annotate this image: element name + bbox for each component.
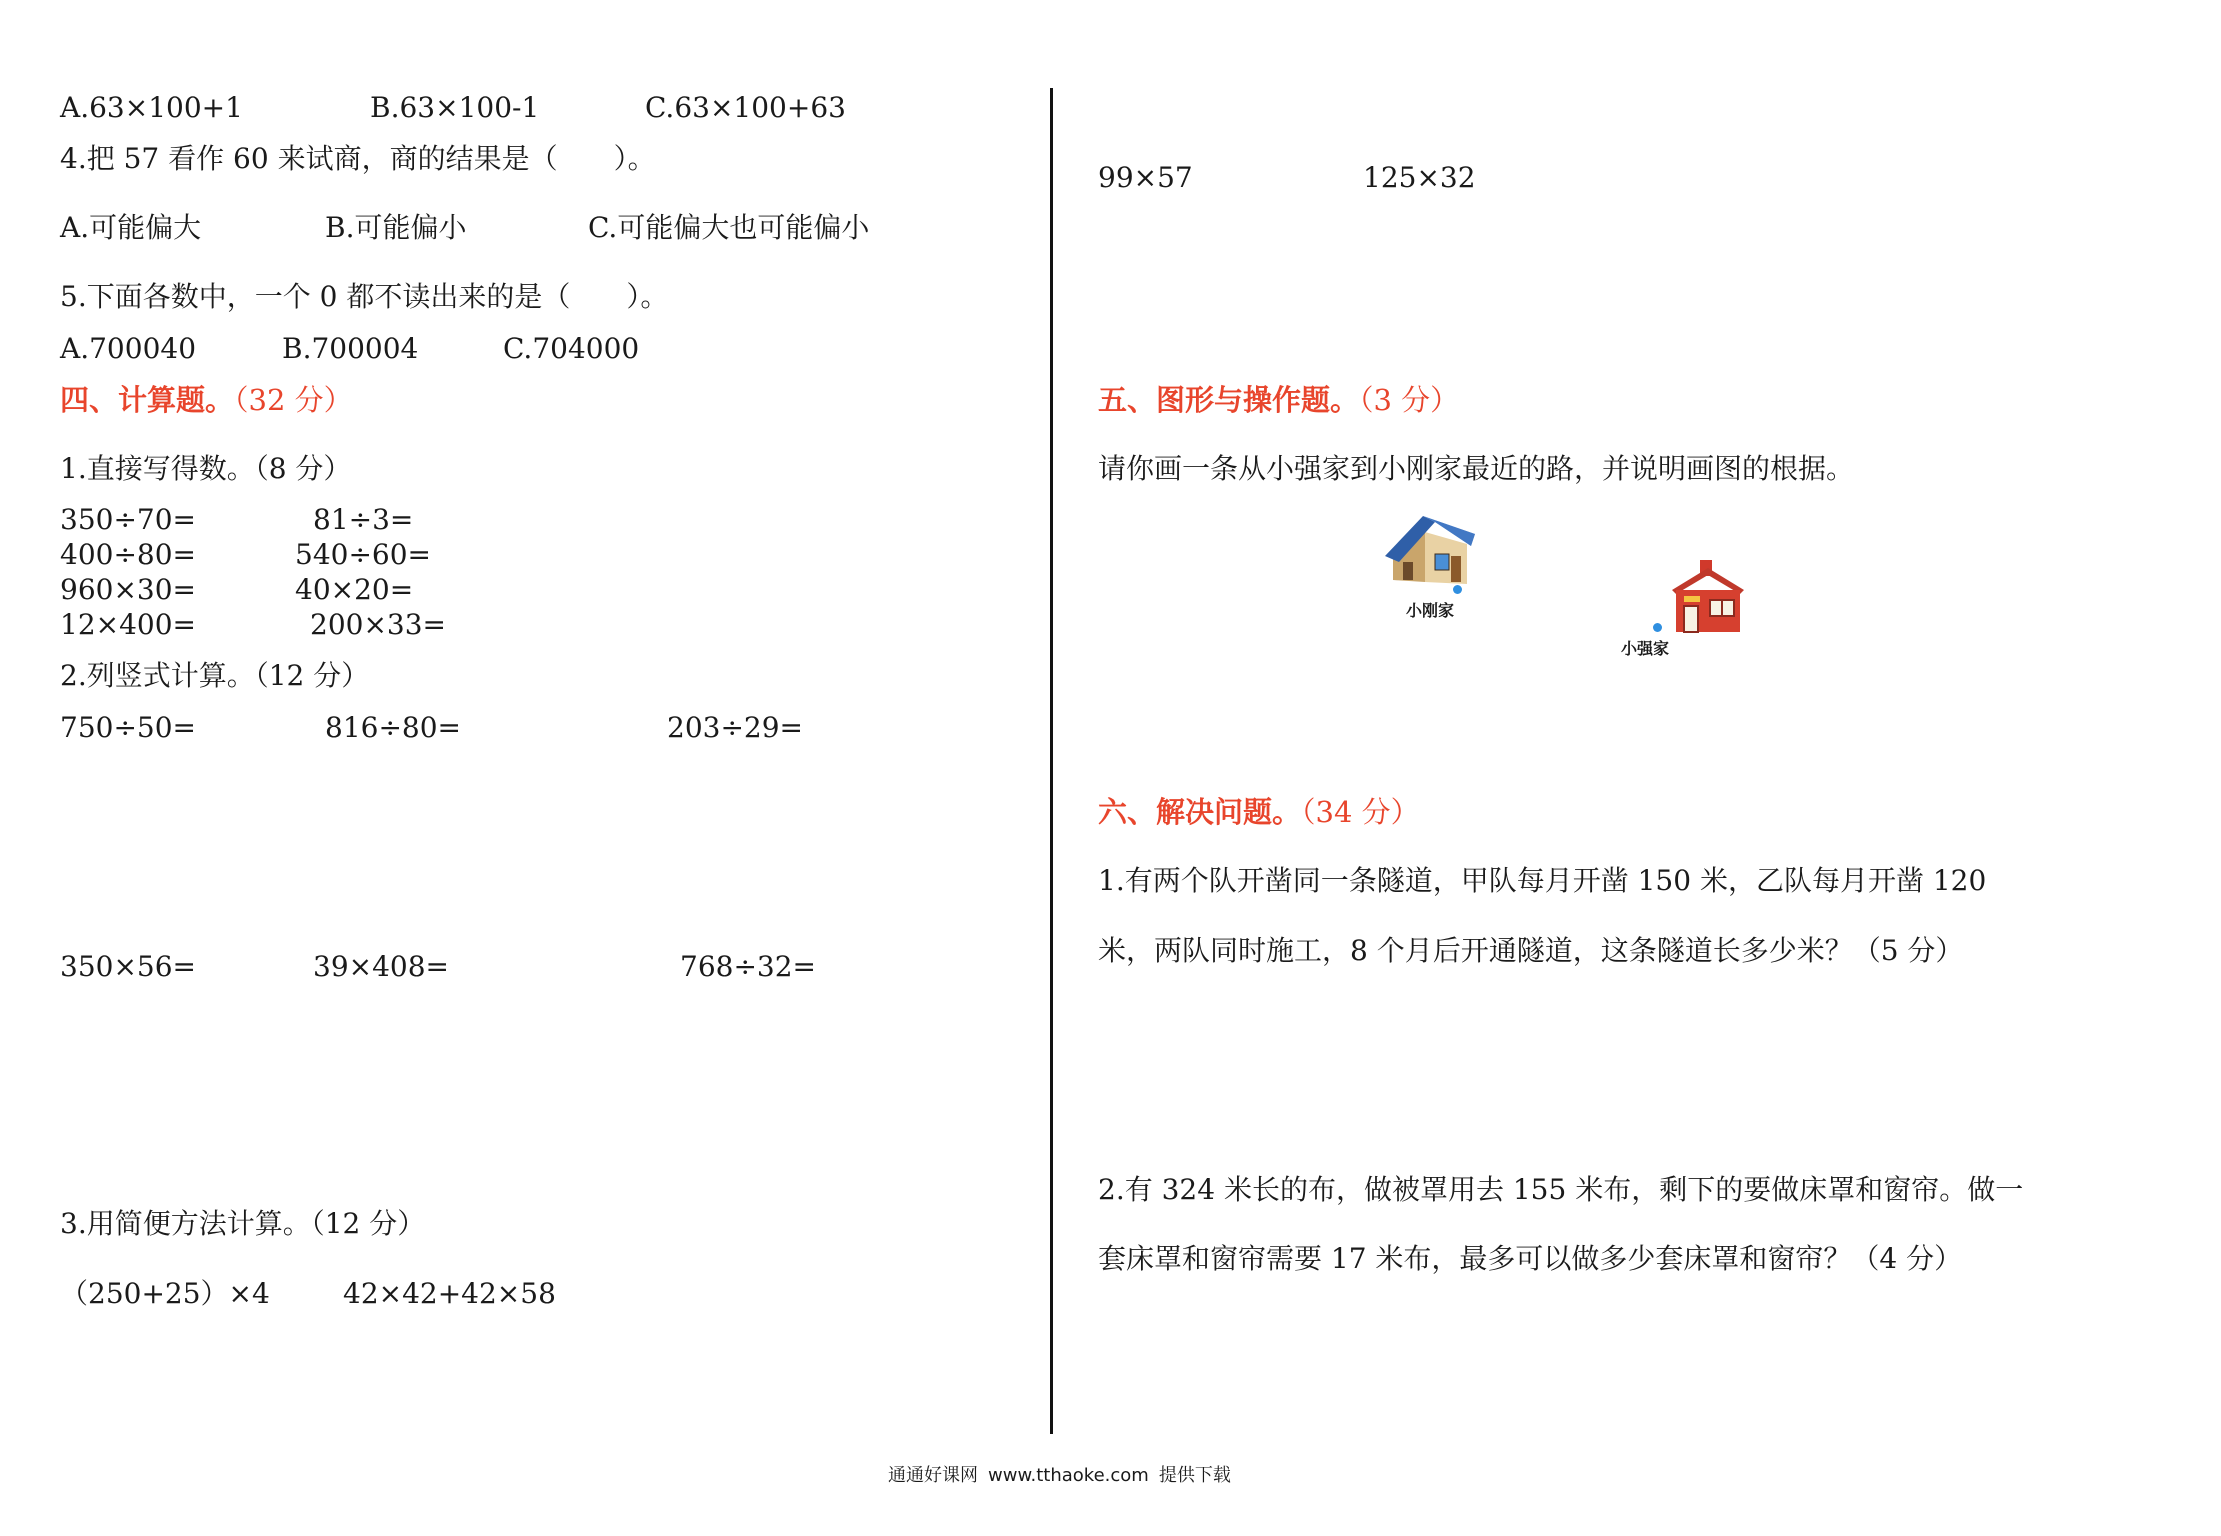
xiaogang-home-dot: [1453, 585, 1462, 594]
section4-heading: [60, 383, 353, 417]
problem1-line1: 1.有两个队开凿同一条隧道，甲队每月开凿 150 米，乙队每月开凿 120: [1098, 864, 1987, 897]
simplify-calc-item: （250+25）×4: [60, 1277, 270, 1310]
vertical-calc-item: 350×56=: [60, 950, 196, 983]
section4-title: 四、计算题。: [60, 383, 235, 417]
problem1-line2: 米，两队同时施工，8 个月后开通隧道，这条隧道长多少米？（5 分）: [1098, 934, 1964, 967]
section6-heading: [1098, 795, 1420, 829]
footer-suffix: 提供下载: [1158, 1465, 1231, 1486]
vertical-calc-item: 816÷80=: [325, 711, 461, 744]
vertical-calc-item: 39×408=: [313, 950, 449, 983]
q5-option-c: C.704000: [503, 332, 640, 365]
simplify-calc-item: 42×42+42×58: [343, 1277, 556, 1310]
q5-stem: 5.下面各数中，一个 0 都不读出来的是（ ）。: [60, 280, 669, 313]
mental-calc-item: 400÷80=: [60, 538, 196, 571]
xiaoqiang-home-label: 小强家: [1621, 639, 1670, 658]
mental-calc-item: 40×20=: [295, 573, 414, 606]
section6-title: 六、解决问题。: [1098, 795, 1302, 829]
mental-calc-item: 81÷3=: [313, 503, 414, 536]
section5-heading: [1098, 383, 1460, 417]
xiaogang-home-label: 小刚家: [1406, 601, 1455, 620]
section5-points: （3 分）: [1359, 383, 1460, 417]
page-footer: [888, 1461, 1241, 1487]
mental-calc-item: 12×400=: [60, 608, 196, 641]
vertical-calc-item: 203÷29=: [667, 711, 803, 744]
q4-option-b: B.可能偏小: [325, 211, 467, 244]
part3-title: 3.用简便方法计算。（12 分）: [60, 1207, 426, 1240]
footer-url[interactable]: www.tthaoke.com: [988, 1465, 1149, 1486]
section5-instruction: 请你画一条从小强家到小刚家最近的路，并说明画图的根据。: [1098, 452, 1855, 485]
blue-roof-house-icon: [1385, 512, 1480, 592]
q3-option-b: B.63×100-1: [370, 91, 540, 124]
part1-title: 1.直接写得数。（8 分）: [60, 452, 352, 485]
section5-title: 五、图形与操作题。: [1098, 383, 1360, 417]
section4-points: （32 分）: [234, 383, 353, 417]
q4-option-a: A.可能偏大: [60, 211, 202, 244]
section6-points: （34 分）: [1301, 795, 1420, 829]
vertical-calc-item: 768÷32=: [680, 950, 816, 983]
q4-option-c: C.可能偏大也可能偏小: [588, 211, 870, 244]
problem2-line2: 套床罩和窗帘需要 17 米布，最多可以做多少套床罩和窗帘？（4 分）: [1098, 1242, 1963, 1275]
q3-option-a: A.63×100+1: [60, 91, 243, 124]
q4-stem: 4.把 57 看作 60 来试商，商的结果是（ ）。: [60, 142, 656, 175]
simplify-calc-item: 99×57: [1098, 161, 1193, 194]
mental-calc-item: 960×30=: [60, 573, 196, 606]
mental-calc-item: 200×33=: [310, 608, 446, 641]
simplify-calc-item: 125×32: [1363, 161, 1476, 194]
part2-title: 2.列竖式计算。（12 分）: [60, 659, 370, 692]
vertical-calc-item: 750÷50=: [60, 711, 196, 744]
mental-calc-item: 350÷70=: [60, 503, 196, 536]
q5-option-b: B.700004: [282, 332, 419, 365]
q5-option-a: A.700040: [60, 332, 197, 365]
problem2-line1: 2.有 324 米长的布，做被罩用去 155 米布，剩下的要做床罩和窗帘。做一: [1098, 1173, 2024, 1206]
footer-site-name: 通通好课网: [888, 1465, 978, 1486]
column-divider: [1050, 88, 1053, 1434]
red-house-icon: [1670, 560, 1746, 634]
xiaoqiang-home-dot: [1653, 623, 1662, 632]
mental-calc-item: 540÷60=: [295, 538, 431, 571]
q3-option-c: C.63×100+63: [645, 91, 846, 124]
